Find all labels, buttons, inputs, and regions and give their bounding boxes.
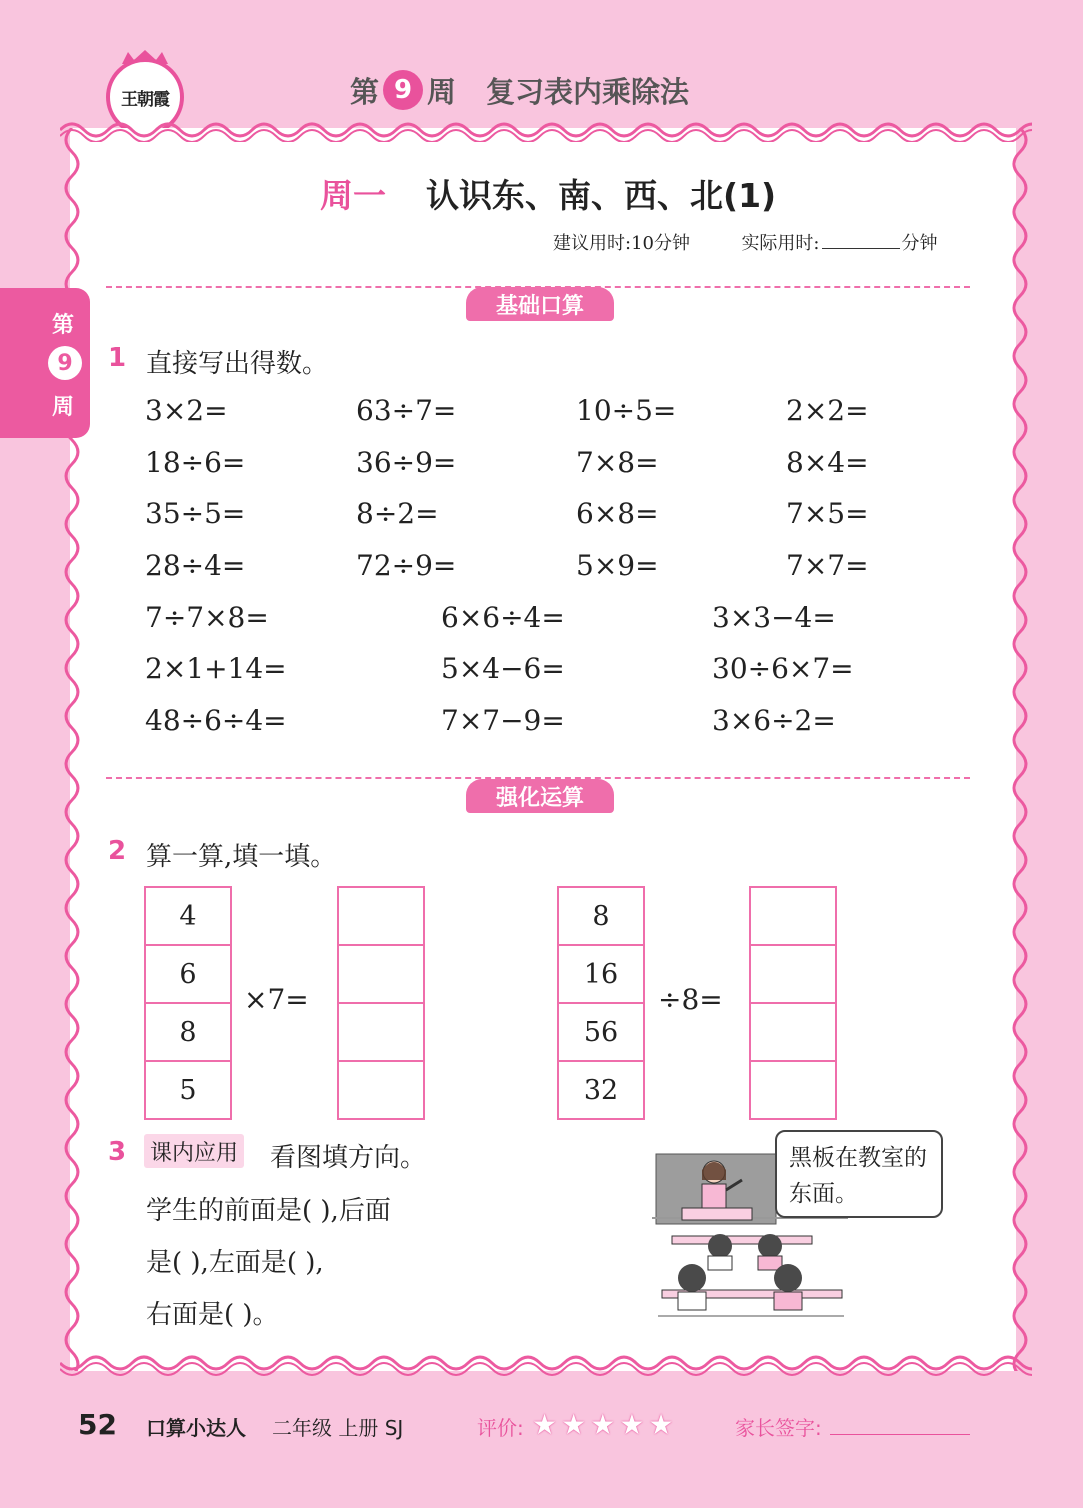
table-cell: 4 <box>146 888 230 946</box>
answer-cell[interactable] <box>339 888 423 946</box>
table-cell: 16 <box>559 946 643 1004</box>
equation: 7×5= <box>786 497 869 530</box>
wavy-border-bottom <box>60 1355 1032 1379</box>
equation: 48÷6÷4= <box>145 704 287 737</box>
star-icon[interactable]: ★ <box>590 1408 616 1441</box>
equation: 35÷5= <box>145 497 246 530</box>
question-number: 2 <box>108 836 127 866</box>
equation: 8÷2= <box>356 497 439 530</box>
equation: 28÷4= <box>145 549 246 582</box>
table-cell: 32 <box>583 1074 619 1106</box>
week-number-badge: 9 <box>383 70 423 110</box>
equation: 3×2= <box>145 394 228 427</box>
question-text: 算一算,填一填。 <box>146 842 337 872</box>
actual-time-label: 实际用时: <box>741 233 820 254</box>
page-number: 52 <box>78 1408 117 1441</box>
answer-cell[interactable] <box>339 946 423 1004</box>
lesson-title: 认识东、南、西、北(1) <box>426 176 777 215</box>
question-number: 3 <box>108 1137 127 1167</box>
operator-label: ×7= <box>244 983 309 1016</box>
logo-text: 王朝霞 <box>121 89 169 110</box>
answer-cell[interactable] <box>751 946 835 1004</box>
speech-bubble: 黑板在教室的东面。 <box>775 1130 943 1218</box>
answer-cell[interactable] <box>751 1062 835 1118</box>
question-text: 直接写出得数。 <box>146 349 329 379</box>
equation: 3×3−4= <box>712 601 836 634</box>
equation: 36÷9= <box>356 446 457 479</box>
side-tab-number: 9 <box>48 346 82 380</box>
question-text: 看图填方向。 <box>270 1143 427 1173</box>
parent-sign-label: 家长签字: <box>735 1416 822 1440</box>
grade-info: 二年级 上册 SJ <box>272 1416 404 1440</box>
day-title <box>320 170 776 217</box>
answer-table <box>749 886 837 1120</box>
application-tag: 课内应用 <box>144 1134 244 1168</box>
equation: 10÷5= <box>576 394 677 427</box>
equation: 5×9= <box>576 549 659 582</box>
suggested-time: 建议用时:10分钟 <box>553 233 690 254</box>
answer-table <box>337 886 425 1120</box>
parent-sign-line[interactable] <box>830 1434 970 1435</box>
equation: 7÷7×8= <box>145 601 269 634</box>
rating-stars[interactable] <box>532 1408 678 1441</box>
equation: 18÷6= <box>145 446 246 479</box>
header-topic: 复习表内乘除法 <box>486 74 690 109</box>
fill-line: 学生的前面是( ),后面 <box>146 1196 391 1226</box>
answer-cell[interactable] <box>751 888 835 946</box>
operator-label: ÷8= <box>658 983 723 1016</box>
equation: 72÷9= <box>356 549 457 582</box>
table-cell: 8 <box>559 888 643 946</box>
equation: 6×8= <box>576 497 659 530</box>
wavy-border-top <box>60 118 1032 142</box>
star-icon[interactable]: ★ <box>648 1408 674 1441</box>
table-cell: 8 <box>146 1004 230 1062</box>
star-icon[interactable]: ★ <box>561 1408 587 1441</box>
answer-cell[interactable] <box>339 1004 423 1062</box>
fill-line: 是( ),左面是( ), <box>146 1248 324 1278</box>
equation: 30÷6×7= <box>712 652 854 685</box>
equation: 2×1+14= <box>145 652 287 685</box>
header-title <box>350 68 689 112</box>
input-values-table <box>557 886 645 1120</box>
equation: 3×6÷2= <box>712 704 836 737</box>
star-icon[interactable]: ★ <box>532 1408 558 1441</box>
question-number: 1 <box>108 343 127 373</box>
side-tab-top: 第 <box>52 313 75 338</box>
time-info <box>553 229 938 255</box>
equation: 8×4= <box>786 446 869 479</box>
week-prefix: 第 <box>350 74 380 109</box>
side-tab-bottom: 周 <box>52 395 75 420</box>
table-cell: 56 <box>559 1004 643 1062</box>
star-icon[interactable]: ★ <box>619 1408 645 1441</box>
wavy-border-right <box>1008 128 1032 1371</box>
rating-label: 评价: <box>477 1416 524 1440</box>
equation: 2×2= <box>786 394 869 427</box>
equation: 7×8= <box>576 446 659 479</box>
day-label: 周一 <box>320 176 386 215</box>
answer-cell[interactable] <box>339 1062 423 1118</box>
section-tag-basic: 基础口算 <box>466 287 614 321</box>
fill-line: 右面是( )。 <box>146 1300 279 1330</box>
week-suffix: 周 <box>427 74 457 109</box>
actual-time-unit: 分钟 <box>901 233 938 254</box>
table-cell: 5 <box>179 1074 197 1106</box>
input-values-table <box>144 886 232 1120</box>
answer-cell[interactable] <box>751 1004 835 1062</box>
equation: 7×7= <box>786 549 869 582</box>
table-cell: 6 <box>146 946 230 1004</box>
equation: 7×7−9= <box>441 704 565 737</box>
equation: 63÷7= <box>356 394 457 427</box>
actual-time-blank[interactable] <box>822 248 900 249</box>
equation: 6×6÷4= <box>441 601 565 634</box>
section-tag-strengthen: 强化运算 <box>466 779 614 813</box>
book-title: 口算小达人 <box>146 1416 246 1440</box>
equation: 5×4−6= <box>441 652 565 685</box>
